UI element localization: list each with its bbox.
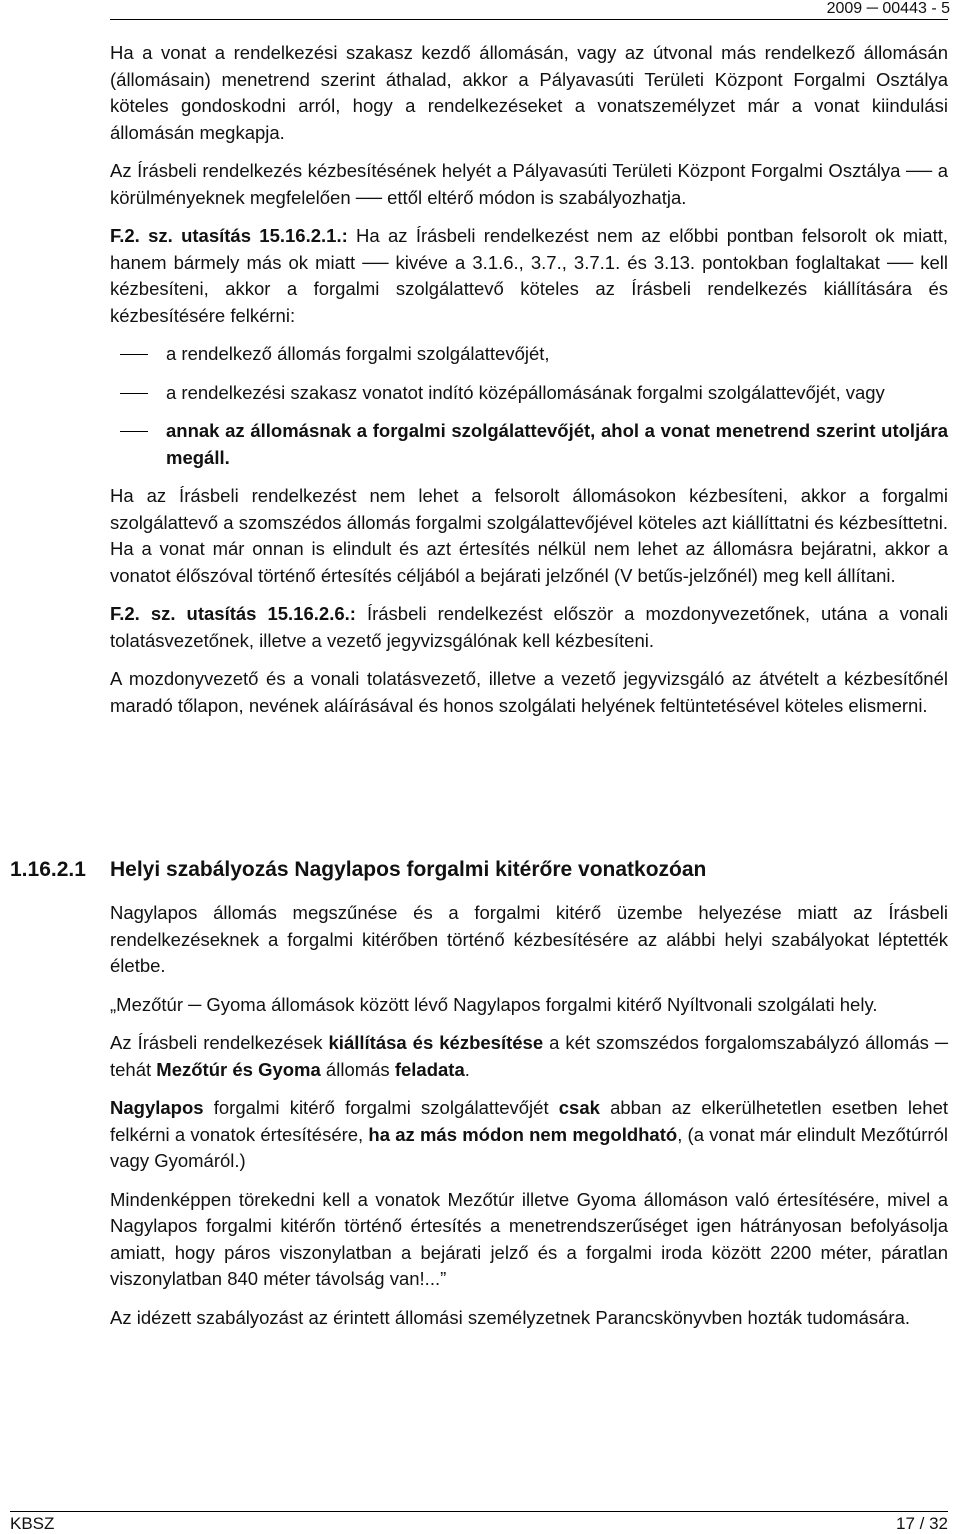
list-item-text: annak az állomásnak a forgalmi szolgálattevőjét, ahol a vonat menetrend szerint utoljára megáll.	[166, 420, 948, 468]
rule-reference: F.2. sz. utasítás 15.16.2.1.:	[110, 225, 348, 246]
text-run: forgalmi kitérő forgalmi szolgálattevőjét	[203, 1097, 559, 1118]
header-rule	[110, 19, 948, 20]
document-reference: 2009 ─ 00443 - 5	[826, 0, 950, 17]
text-run: , (a vonat már elindult Mezőtúrról vagy Gyomáról.)	[110, 1123, 948, 1171]
text-run-bold: feladata	[394, 1058, 465, 1080]
dash-bullet-icon	[120, 393, 148, 394]
list-item-text: a rendelkezési szakasz vonatot indító középállomásának forgalmi szolgálattevőjét, vagy	[166, 381, 885, 403]
main-content	[110, 40, 948, 731]
list-item-text: a rendelkező állomás forgalmi szolgálattevőjét,	[166, 343, 550, 364]
text-run: Az Írásbeli rendelkezések	[110, 1032, 329, 1053]
paragraph: Az Írásbeli rendelkezés kézbesítésének helyét a Pályavasúti Területi Központ Forgalmi Osztálya ── a körülményeknek megfelelően ── ettől eltérő módon is szabályozhatja.	[110, 160, 948, 208]
paragraph-text: Ha az Írásbeli rendelkezést nem az előbbi pontban felsorolt ok miatt, hanem bármely más ok miatt ── kivéve a 3.1.6., 3.7., 3.7.1. és 3.13. pontokban foglaltakat ── kell kézbesíteni, akkor a forgalmi szolgálattevő köteles az Írásbeli rendelkezés kiállítására és kézbesítésére felkérni:	[110, 225, 948, 326]
dash-bullet-icon	[120, 354, 148, 355]
section-heading	[10, 856, 706, 884]
paragraph: A mozdonyvezető és a vonali tolatásvezető, illetve a vezető jegyvizsgáló az átvételt a kézbesítőnél maradó tőlapon, nevének aláírásával és honos szolgálati helyének feltüntetésével köteles elismerni.	[110, 668, 948, 716]
text-run-bold: csak	[558, 1097, 600, 1118]
text-run-bold: ha az más módon nem megoldható	[368, 1123, 678, 1145]
text-run-bold: Nagylapos	[110, 1097, 204, 1118]
section-number: 1.16.2.1	[10, 858, 86, 881]
paragraph	[110, 601, 948, 654]
paragraph: Nagylapos állomás megszűnése és a forgalmi kitérő üzembe helyezése miatt az Írásbeli rendelkezéseknek a forgalmi kitérőben történő kézbesítésére az alábbi helyi szabályokat léptették életbe.	[110, 902, 948, 976]
footer-left: KBSZ	[10, 1514, 55, 1533]
paragraph: „Mezőtúr ─ Gyoma állomások között lévő Nagylapos forgalmi kitérő Nyíltvonali szolgálati hely.	[110, 993, 878, 1015]
paragraph: Ha az Írásbeli rendelkezést nem lehet a felsorolt állomásokon kézbesíteni, akkor a forgalmi szolgálattevő a szomszédos állomás forgalmi szolgálattevőjével köteles azt kiállíttatni és kézbesíttetni. Ha a vonat már onnan is elindult és azt értesítés nélkül nem lehet az állomásra bejáratni, akkor a vonatot élőszóval történő értesítés céljából a bejárati jelzőnél (V betűs-jelzőnél) meg kell állítani.	[110, 485, 948, 586]
list-item	[110, 418, 948, 471]
text-run: .	[464, 1058, 470, 1080]
text-run: abban az elkerülhetetlen esetben lehet felkérni a vonatok értesítésére,	[110, 1097, 948, 1145]
text-run: a két szomszédos forgalomszabályzó állomás ─ tehát	[110, 1032, 948, 1080]
footer-rule	[10, 1511, 948, 1512]
dash-bullet-icon	[120, 431, 148, 432]
page-number: 17 / 32	[896, 1514, 948, 1533]
text-run: állomás	[320, 1058, 395, 1080]
list-item	[110, 380, 948, 407]
paragraph: Az idézett szabályozást az érintett állomási személyzetnek Parancskönyvben hozták tudomására.	[110, 1306, 911, 1328]
paragraph	[110, 223, 948, 329]
bullet-list	[110, 341, 948, 471]
text-run-bold: kiállítása és kézbesítése	[328, 1032, 544, 1053]
rule-reference: F.2. sz. utasítás 15.16.2.6.:	[110, 603, 356, 624]
text-run-bold: Mezőtúr és Gyoma	[156, 1058, 321, 1080]
list-item	[110, 341, 948, 368]
section-title: Helyi szabályozás Nagylapos forgalmi kitérőre vonatkozóan	[110, 858, 707, 881]
paragraph	[110, 1030, 948, 1083]
paragraph: Mindenképpen törekedni kell a vonatok Mezőtúr illetve Gyoma állomáson való értesítésére, mivel a Nagylapos forgalmi kitérőn történő értesítés a menetrendszerűséget igen hátrányosan befolyásolja amiatt, hogy páros viszonylatban a bejárati jelző és a forgalmi iroda között 2200 méter, páratlan viszonylatban 840 méter távolság van!...”	[110, 1188, 948, 1289]
paragraph-text: Írásbeli rendelkezést először a mozdonyvezetőnek, utána a vonali tolatásvezetőnek, illetve a vezető jegyvizsgálónak kell kézbesíteni.	[110, 603, 948, 651]
section-content	[110, 900, 948, 1343]
paragraph: Ha a vonat a rendelkezési szakasz kezdő állomásán, vagy az útvonal más rendelkező állomásán (állomásain) menetrend szerint áthalad, akkor a Pályavasúti Területi Központ Forgalmi Osztálya köteles gondoskodni arról, hogy a rendelkezéseket a vonatszemélyzet már a vonat kiindulási állomásán megkapja.	[110, 42, 948, 143]
paragraph	[110, 1095, 948, 1175]
